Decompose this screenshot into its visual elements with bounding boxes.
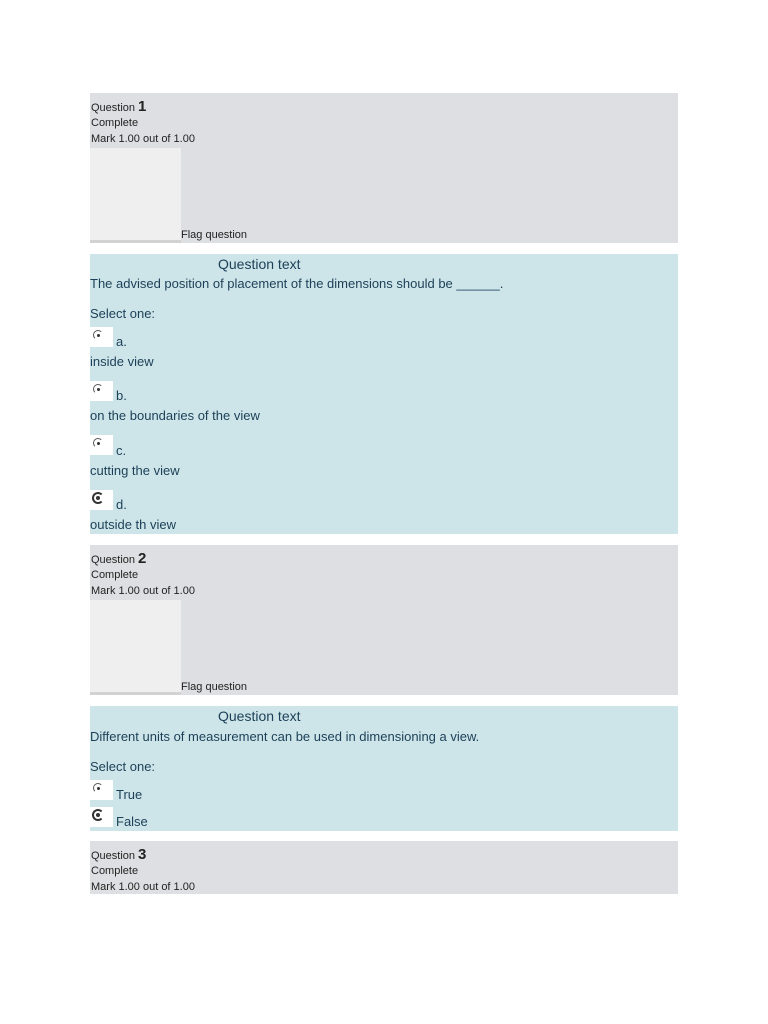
- option-a-label[interactable]: inside view: [90, 354, 154, 369]
- radio-option-b[interactable]: [90, 381, 113, 401]
- question-1-text: The advised position of placement of the dimensions should be ______.: [90, 276, 504, 291]
- radio-dot-icon: [96, 813, 100, 817]
- question-text-header: Question text: [218, 256, 301, 272]
- question-2-state: Complete: [91, 569, 139, 581]
- radio-dot-icon: [97, 334, 100, 337]
- question-label: Question: [91, 850, 136, 862]
- radio-option-d[interactable]: [90, 490, 113, 510]
- radio-option-c[interactable]: [90, 435, 113, 455]
- select-one-prompt: Select one:: [90, 759, 156, 774]
- flag-icon[interactable]: [90, 148, 181, 242]
- question-1-grade: Mark 1.00 out of 1.00: [91, 133, 195, 145]
- radio-dot-icon: [97, 388, 100, 391]
- question-2-flag-link[interactable]: Flag question: [181, 681, 248, 693]
- question-text-header: Question text: [218, 708, 301, 724]
- flag-icon[interactable]: [90, 600, 181, 694]
- option-c-letter[interactable]: c.: [116, 443, 127, 458]
- question-2-grade: Mark 1.00 out of 1.00: [91, 585, 195, 597]
- divider: [90, 240, 181, 243]
- question-2-title: [91, 550, 146, 567]
- question-3-state: Complete: [91, 865, 139, 877]
- radio-dot-icon: [97, 442, 100, 445]
- question-number: 3: [138, 846, 147, 863]
- radio-dot-icon: [97, 787, 100, 790]
- radio-option-a[interactable]: [90, 327, 113, 347]
- question-3-title: [91, 846, 146, 863]
- question-1-state: Complete: [91, 117, 139, 129]
- option-false-label[interactable]: False: [116, 814, 148, 829]
- divider: [90, 692, 181, 695]
- option-d-letter[interactable]: d.: [116, 497, 127, 512]
- radio-option-false[interactable]: [90, 807, 113, 827]
- question-label: Question: [91, 102, 136, 114]
- radio-option-true[interactable]: [90, 780, 113, 800]
- question-1-info: [90, 93, 678, 243]
- question-2-info: [90, 545, 678, 695]
- question-number: 1: [138, 98, 147, 115]
- option-c-label[interactable]: cutting the view: [90, 463, 180, 478]
- question-3-info: [90, 841, 678, 894]
- option-true-label[interactable]: True: [116, 787, 143, 802]
- option-b-letter[interactable]: b.: [116, 388, 127, 403]
- question-1-title: [91, 98, 146, 115]
- option-b-label[interactable]: on the boundaries of the view: [90, 408, 260, 423]
- question-3-grade: Mark 1.00 out of 1.00: [91, 881, 195, 893]
- option-a-letter[interactable]: a.: [116, 334, 127, 349]
- question-2-content: [90, 706, 678, 831]
- select-one-prompt: Select one:: [90, 306, 156, 321]
- question-label: Question: [91, 554, 136, 566]
- radio-dot-icon: [96, 496, 100, 500]
- question-1-flag-link[interactable]: Flag question: [181, 229, 248, 241]
- option-d-label[interactable]: outside th view: [90, 517, 176, 532]
- question-number: 2: [138, 550, 147, 567]
- question-2-text: Different units of measurement can be used in dimensioning a view.: [90, 729, 480, 744]
- question-1-content: [90, 254, 678, 534]
